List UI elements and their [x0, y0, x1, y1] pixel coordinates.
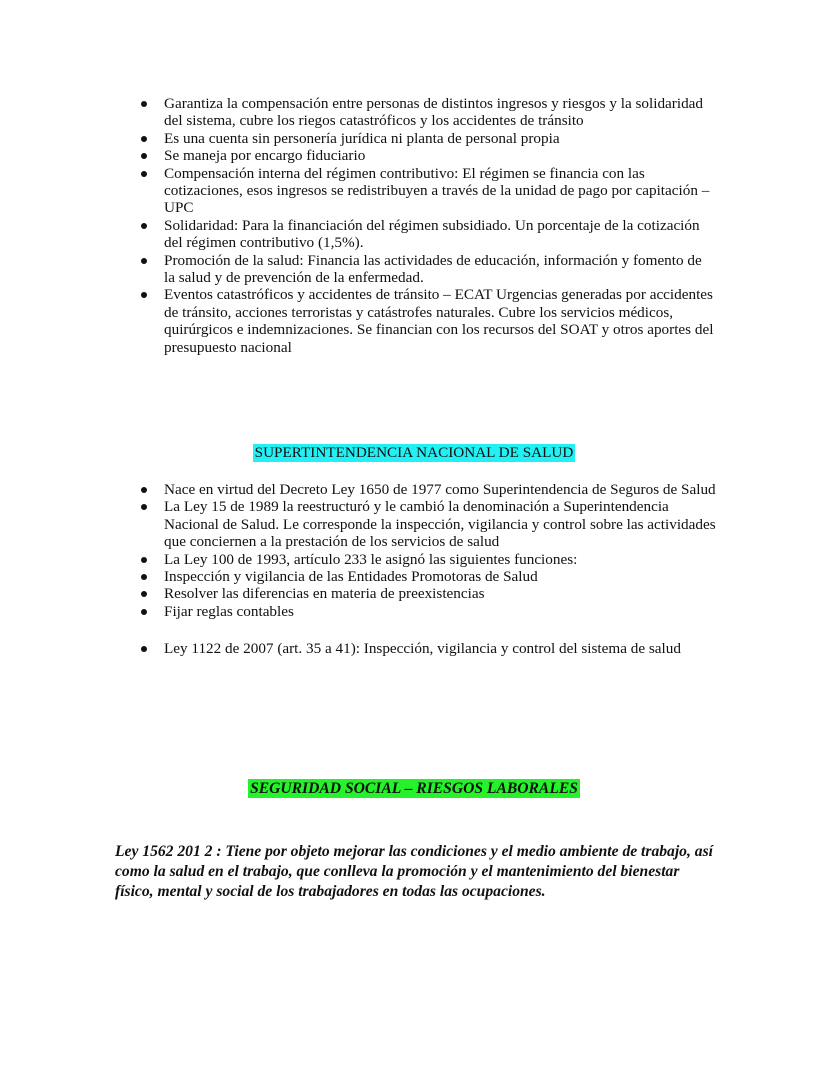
list-item-text: La Ley 15 de 1989 la reestructuró y le cambió la denominación a Superintendencia Nacional de Salud. Le corresponde la inspección, vigilancia y control sobre las actividades que conciernen a la prestación de los servicios de salud	[164, 498, 716, 551]
highlighted-heading-text: SEGURIDAD SOCIAL – RIESGOS LABORALES	[250, 780, 578, 797]
bullet-icon	[141, 574, 147, 580]
bullet-icon	[141, 136, 147, 142]
list-item-text: Ley 1122 de 2007 (art. 35 a 41): Inspección, vigilancia y control del sistema de salud	[164, 640, 681, 657]
list-item	[0, 252, 716, 287]
list-item	[0, 603, 716, 620]
bullet-icon	[141, 504, 147, 510]
list-item	[0, 217, 716, 252]
list-item	[0, 165, 716, 217]
list-item	[0, 130, 716, 147]
ley-1122-bullet-list	[0, 640, 716, 657]
list-item-text: Resolver las diferencias en materia de preexistencias	[164, 585, 485, 603]
fosyga-bullet-list	[0, 95, 716, 356]
supersalud-bullet-list	[0, 481, 716, 620]
list-item-text: Garantiza la compensación entre personas de distintos ingresos y riesgos y la solidaridad del sistema, cubre los riegos catastróficos y los accidentes de tránsito	[164, 95, 704, 130]
list-item	[0, 498, 716, 550]
list-item	[0, 568, 716, 585]
bullet-icon	[141, 292, 147, 298]
section-heading-riesgos-laborales	[0, 779, 828, 798]
list-item	[0, 286, 716, 356]
bullet-icon	[141, 258, 147, 264]
highlighted-heading-text: SUPERTINTENDENCIA NACIONAL DE SALUD	[254, 444, 574, 461]
bullet-icon	[141, 646, 147, 652]
list-item-text: Promoción de la salud: Financia las actividades de educación, información y fomento de la salud y de prevención de la enfermedad.	[164, 251, 702, 287]
list-item-text: Compensación interna del régimen contributivo: El régimen se financia con las cotizaciones, esos ingresos se redistribuyen a través de la unidad de pago por capitación – UPC	[164, 164, 710, 217]
list-item-text: Es una cuenta sin personería jurídica ni planta de personal propia	[164, 129, 560, 147]
bullet-icon	[141, 171, 147, 177]
ley-1562-paragraph: Ley 1562 201 2 : Tiene por objeto mejorar las condiciones y el medio ambiente de trabajo, así como la salud en el trabajo, que conlleva la promoción y el mantenimiento del bienestar físico, mental y social de los trabajadores en todas las ocupaciones.	[115, 843, 713, 900]
list-item-text: La Ley 100 de 1993, artículo 233 le asignó las siguientes funciones:	[164, 550, 578, 568]
list-item	[0, 95, 716, 130]
list-item-text: Nace en virtud del Decreto Ley 1650 de 1977 como Superintendencia de Seguros de Salud	[164, 481, 716, 498]
list-item-text: Fijar reglas contables	[164, 602, 294, 620]
list-item	[0, 481, 716, 498]
bullet-icon	[141, 487, 147, 493]
list-item	[0, 640, 716, 657]
list-item-text: Solidaridad: Para la financiación del régimen subsidiado. Un porcentaje de la cotización del régimen contributivo (1,5%).	[164, 216, 700, 252]
bullet-icon	[141, 609, 147, 615]
list-item	[0, 147, 716, 164]
bullet-icon	[141, 153, 147, 159]
list-item	[0, 585, 716, 602]
list-item-text: Inspección y vigilancia de las Entidades Promotoras de Salud	[164, 568, 538, 586]
list-item	[0, 551, 716, 568]
bullet-icon	[141, 591, 147, 597]
list-item-text: Se maneja por encargo fiduciario	[164, 147, 366, 165]
bullet-icon	[141, 223, 147, 229]
bullet-icon	[141, 557, 147, 563]
section-heading-supersalud	[0, 444, 828, 462]
bullet-icon	[141, 101, 147, 107]
list-item-text: Eventos catastróficos y accidentes de tránsito – ECAT Urgencias generadas por accidentes de tránsito, acciones terroristas y catástrofes naturales. Cubre los servicios médicos, quirúrgicos e indemnizaciones. Se financian con los recursos del SOAT y otros aportes del presupuesto nacional	[164, 286, 714, 356]
